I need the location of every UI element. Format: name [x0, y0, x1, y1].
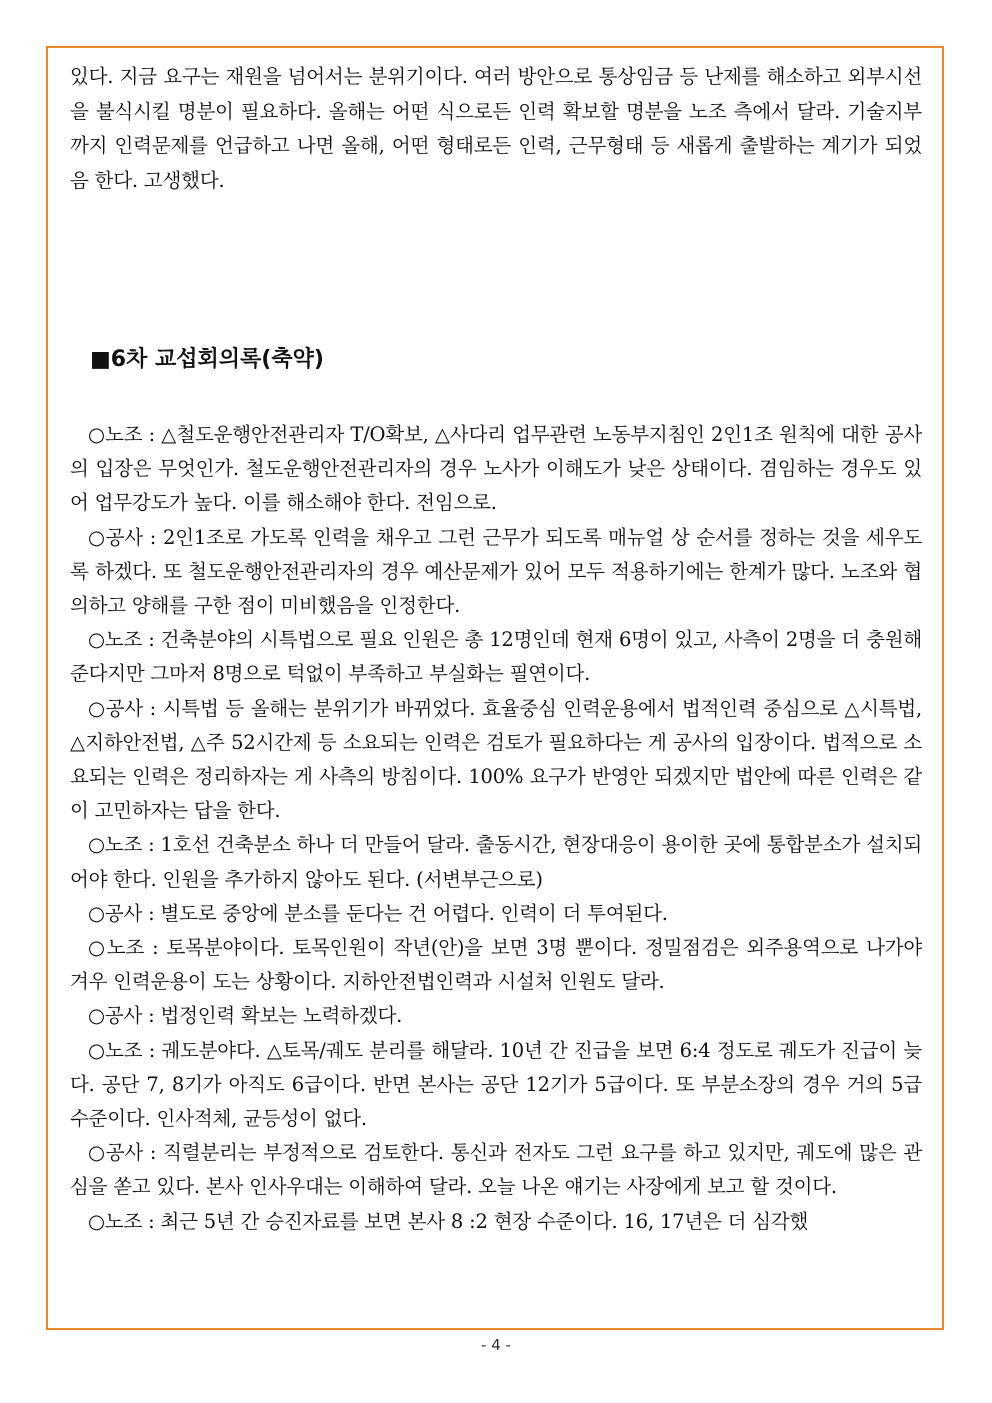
intro-section — [70, 60, 922, 198]
minutes-entry: ○노조 : △철도운행안전관리자 T/O확보, △사다리 업무관련 노동부지침인 2인1조 원칙에 대한 공사의 입장은 무엇인가. 철도운행안전관리자의 경우 노사가 이해도가 낮은 상태이다. 겸임하는 경우도 있어 업무강도가 높다. 이를 해소해야 한다. 전임으로. — [70, 423, 922, 515]
minutes-entry: ○노조 : 건축분야의 시특법으로 필요 인원은 총 12명인데 현재 6명이 있고, 사측이 2명을 더 충원해준다지만 그마저 8명으로 턱없이 부족하고 부실화는 필연이다. — [70, 628, 922, 686]
minutes-entry: ○공사 : 2인1조로 가도록 인력을 채우고 그런 근무가 되도록 매뉴얼 상 순서를 정하는 것을 세우도록 하겠다. 또 철도운행안전관리자의 경우 예산문제가 있어 모두 적용하기에는 한계가 많다. 노조와 협의하고 양해를 구한 점이 미비했음을 인정한다. — [70, 525, 922, 618]
minutes-entry: ○노조 : 최근 5년 간 승진자료를 보면 본사 8 :2 현장 수준이다. 16, 17년은 더 심각했 — [88, 1209, 809, 1233]
intro-paragraph: 있다. 지금 요구는 재원을 넘어서는 분위기이다. 여러 방안으로 통상임금 등 난제를 해소하고 외부시선을 불식시킬 명분이 필요하다. 올해는 어떤 식으로든 인력 확보할 명분을 노조 측에서 달라. 기술지부까지 인력문제를 언급하고 나면 올해, 어떤 형태로든 인력, 근무형태 등 새롭게 출발하는 계기가 되었음 한다. 고생했다. — [70, 65, 922, 192]
minutes-entry: ○노조 : 1호선 건축분소 하나 더 만들어 달라. 출동시간, 현장대응이 용이한 곳에 통합분소가 설치되어야 한다. 인원을 추가하지 않아도 된다. (서변부근으로) — [70, 833, 922, 891]
minutes-entry: ○공사 : 법정인력 확보는 노력하겠다. — [88, 1004, 403, 1028]
minutes-entry: ○공사 : 별도로 중앙에 분소를 둔다는 건 어렵다. 인력이 더 투여된다. — [88, 901, 668, 925]
minutes-entry: ○공사 : 직렬분리는 부정적으로 검토한다. 통신과 전자도 그런 요구를 하고 있지만, 궤도에 많은 관심을 쏟고 있다. 본사 인사우대는 이해하여 달라. 오늘 나온 얘기는 사장에게 보고 할 것이다. — [70, 1141, 922, 1199]
section-heading: ■6차 교섭회의록(축약) — [90, 347, 324, 372]
meeting-minutes — [70, 418, 922, 1239]
minutes-entry: ○노조 : 토목분야이다. 토목인원이 작년(안)을 보면 3명 뿐이다. 정밀점검은 외주용역으로 나가야 겨우 인력운용이 도는 상황이다. 지하안전법인력과 시설처 인원도 달라. — [70, 936, 922, 994]
minutes-entry: ○노조 : 궤도분야다. △토목/궤도 분리를 해달라. 10년 간 진급을 보면 6:4 정도로 궤도가 진급이 늦다. 공단 7, 8기가 아직도 6급이다. 반면 본사는 공단 12기가 5급이다. 또 부분소장의 경우 거의 5급 수준이다. 인사적체, 균등성이 없다. — [70, 1038, 922, 1131]
minutes-entry: ○공사 : 시특법 등 올해는 분위기가 바뀌었다. 효율중심 인력운용에서 법적인력 중심으로 △시특법, △지하안전법, △주 52시간제 등 소요되는 인력은 검토가 필요하다는 게 공사의 입장이다. 법적으로 소요되는 인력은 정리하자는 게 사측의 방침이다. 100% 요구가 반영안 되겠지만 법안에 따른 인력은 같이 고민하자는 답을 한다. — [70, 696, 922, 823]
page-number: - 4 - — [481, 1336, 511, 1354]
